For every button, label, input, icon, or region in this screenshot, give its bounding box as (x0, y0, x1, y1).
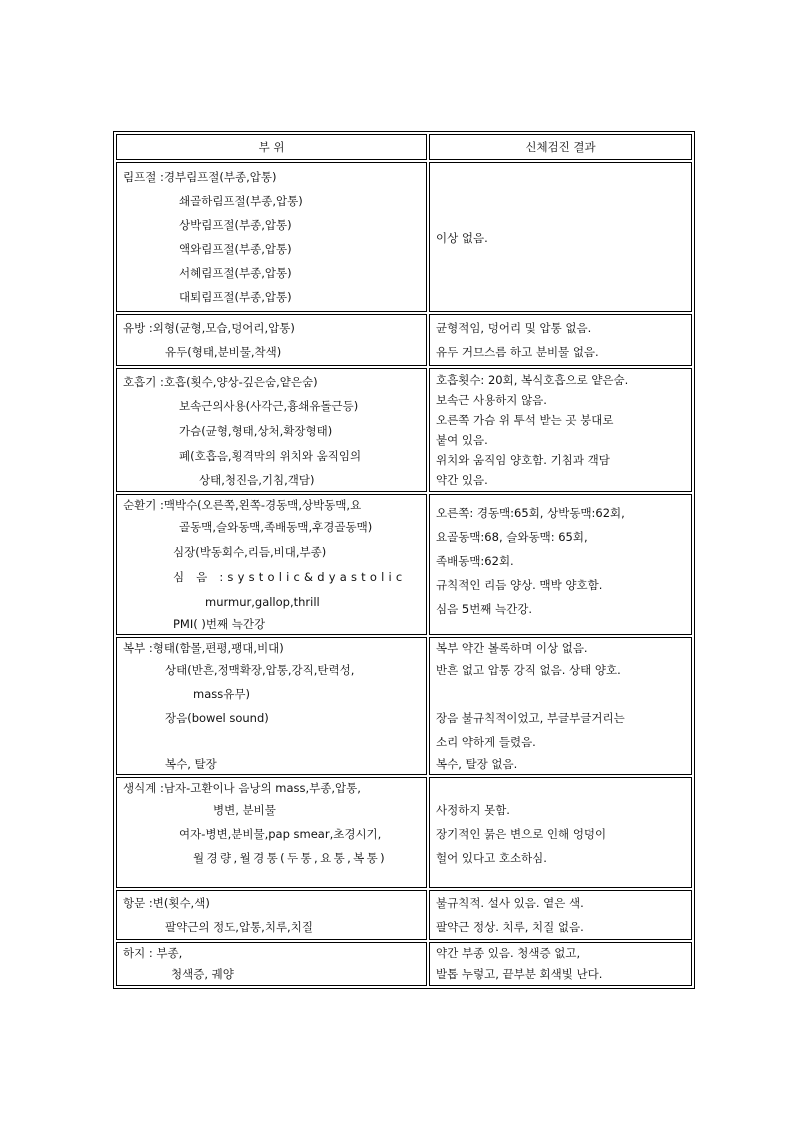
row-location-line: 호흡기 :호흡(횟수,양상-깊은숨,얕은숨) (123, 375, 318, 389)
row-location-line: 쇄골하림프절(부종,압통) (179, 194, 303, 208)
table-row-lower-limbs (116, 942, 692, 986)
row-location-line: 골동맥,슬와동맥,족배동맥,후경골동맥) (179, 520, 373, 534)
row-result-line: 족배동맥:62회. (436, 554, 514, 568)
row-result-anus (429, 890, 692, 940)
row-location-line: 장음(bowel sound) (165, 711, 269, 725)
row-result-line: 붙여 있음. (436, 433, 488, 447)
row-location-line: 상태,청진음,기침,객담) (199, 473, 315, 487)
row-result-line: 약간 있음. (436, 473, 488, 487)
row-location-line: 서혜림프절(부종,압통) (179, 266, 292, 280)
physical-exam-table (113, 131, 695, 989)
row-result-lymph (429, 162, 692, 312)
row-location-line: 상태(반흔,정맥확장,압통,강직,탄력성, (165, 663, 355, 677)
row-result-line: 팔약근 정상. 치루, 치질 없음. (436, 920, 584, 934)
row-result-line: 복수, 탈장 없음. (436, 757, 518, 771)
row-location-line: 생식계 :남자-고환이나 음낭의 mass,부종,압통, (123, 781, 361, 795)
row-location-line: 월경량,월경통(두통,요통,복통) (193, 851, 388, 865)
row-location-line: mass유무) (193, 687, 250, 701)
row-location-line: 심 음 :systolic&dyastolic (173, 570, 407, 584)
row-result-line: 복부 약간 볼록하며 이상 없음. (436, 641, 588, 655)
row-result-breast (429, 314, 692, 366)
row-result-line: 장음 불규칙적이었고, 부글부글거리는 (436, 711, 625, 725)
row-result-line: 사정하지 못함. (436, 803, 510, 817)
row-result-reproductive (429, 777, 692, 888)
row-result-line: 소리 약하게 들렸음. (436, 735, 536, 749)
row-location-line: 팔약근의 정도,압통,치루,치질 (165, 920, 313, 934)
row-result-line: 규칙적인 리듬 양상. 맥박 양호함. (436, 578, 603, 592)
row-result-line: 보속근 사용하지 않음. (436, 393, 547, 407)
row-location-line: 하지 : 부종, (123, 946, 183, 960)
header-location: 부 위 (116, 134, 427, 160)
row-location-line: 여자-병변,분비물,pap smear,초경시기, (179, 827, 382, 841)
row-result-line: 반흔 없고 압통 강직 없음. 상태 양호. (436, 663, 621, 677)
row-location-line: 병변, 분비물 (213, 803, 276, 817)
row-result-line: 심음 5번째 늑간강. (436, 602, 533, 616)
row-location-line: 액와림프절(부종,압통) (179, 242, 292, 256)
row-location-lower-limbs (116, 942, 427, 986)
row-location-line: 보속근의사용(사각근,흉쇄유돌근등) (179, 399, 359, 413)
row-result-line: 오른쪽 가슴 위 투석 받는 곳 붕대로 (436, 413, 614, 427)
row-location-line: PMI( )번째 늑간강 (173, 617, 266, 631)
row-result-lower-limbs (429, 942, 692, 986)
row-location-reproductive (116, 777, 427, 888)
table-header-row (116, 134, 692, 160)
row-result-line: 요골동맥:68, 슬와동맥: 65회, (436, 530, 588, 544)
row-result-line: 불규칙적. 설사 있음. 옅은 색. (436, 896, 584, 910)
row-result-line: 유두 거므스름 하고 분비물 없음. (436, 345, 599, 359)
row-result-line: 헐어 있다고 호소하심. (436, 851, 547, 865)
row-location-line: 상박림프절(부종,압통) (179, 218, 292, 232)
row-location-line: murmur,gallop,thrill (205, 595, 320, 609)
row-result-line: 이상 없음. (436, 231, 488, 245)
blank-line (123, 730, 422, 754)
row-result-respiratory (429, 368, 692, 492)
row-result-abdomen (429, 637, 692, 775)
row-location-circulatory (116, 494, 427, 635)
table-row-abdomen (116, 637, 692, 775)
table-row-reproductive (116, 777, 692, 888)
row-location-line: 대퇴림프절(부종,압통) (179, 290, 292, 304)
row-location-line: 유방 :외형(균형,모습,덩어리,압통) (123, 321, 295, 335)
row-location-line: 복부 :형태(함몰,편평,팽대,비대) (123, 641, 284, 655)
table-row-respiratory (116, 368, 692, 492)
row-location-respiratory (116, 368, 427, 492)
row-location-line: 가슴(균형,형태,상처,확장형태) (179, 424, 333, 438)
row-location-abdomen (116, 637, 427, 775)
blank-line (436, 682, 687, 706)
table-row-anus (116, 890, 692, 940)
row-location-breast (116, 314, 427, 366)
row-result-circulatory (429, 494, 692, 635)
row-location-line: 폐(호흡음,횡격막의 위치와 움직임의 (179, 449, 362, 463)
row-location-line: 림프절 :경부림프절(부종,압통) (123, 170, 277, 184)
row-result-line: 균형적임, 덩어리 및 압통 없음. (436, 321, 592, 335)
table-row-breast (116, 314, 692, 366)
row-location-anus (116, 890, 427, 940)
row-location-line: 청색증, 궤양 (171, 967, 234, 981)
row-result-line: 장기적인 묽은 변으로 인해 엉덩이 (436, 827, 607, 841)
row-result-line: 호흡횟수: 20회, 복식호흡으로 얕은숨. (436, 373, 629, 387)
row-location-lymph (116, 162, 427, 312)
table-row-lymph (116, 162, 692, 312)
row-result-line: 발톱 누렇고, 끝부분 회색빛 난다. (436, 967, 603, 981)
row-result-line: 위치와 움직임 양호함. 기침과 객담 (436, 453, 610, 467)
row-result-line: 오른쪽: 경동맥:65회, 상박동맥:62회, (436, 506, 625, 520)
row-result-line: 약간 부종 있음. 청색증 없고, (436, 946, 581, 960)
row-location-line: 유두(형태,분비물,착색) (165, 345, 282, 359)
table-row-circulatory (116, 494, 692, 635)
row-location-line: 심장(박동회수,리듬,비대,부종) (173, 545, 327, 559)
header-result: 신체검진 결과 (429, 134, 692, 160)
row-location-line: 순환기 :맥박수(오른쪽,왼쪽-경동맥,상박동맥,요 (123, 498, 362, 512)
row-location-line: 항문 :변(횟수,색) (123, 896, 210, 910)
row-location-line: 복수, 탈장 (165, 757, 217, 771)
